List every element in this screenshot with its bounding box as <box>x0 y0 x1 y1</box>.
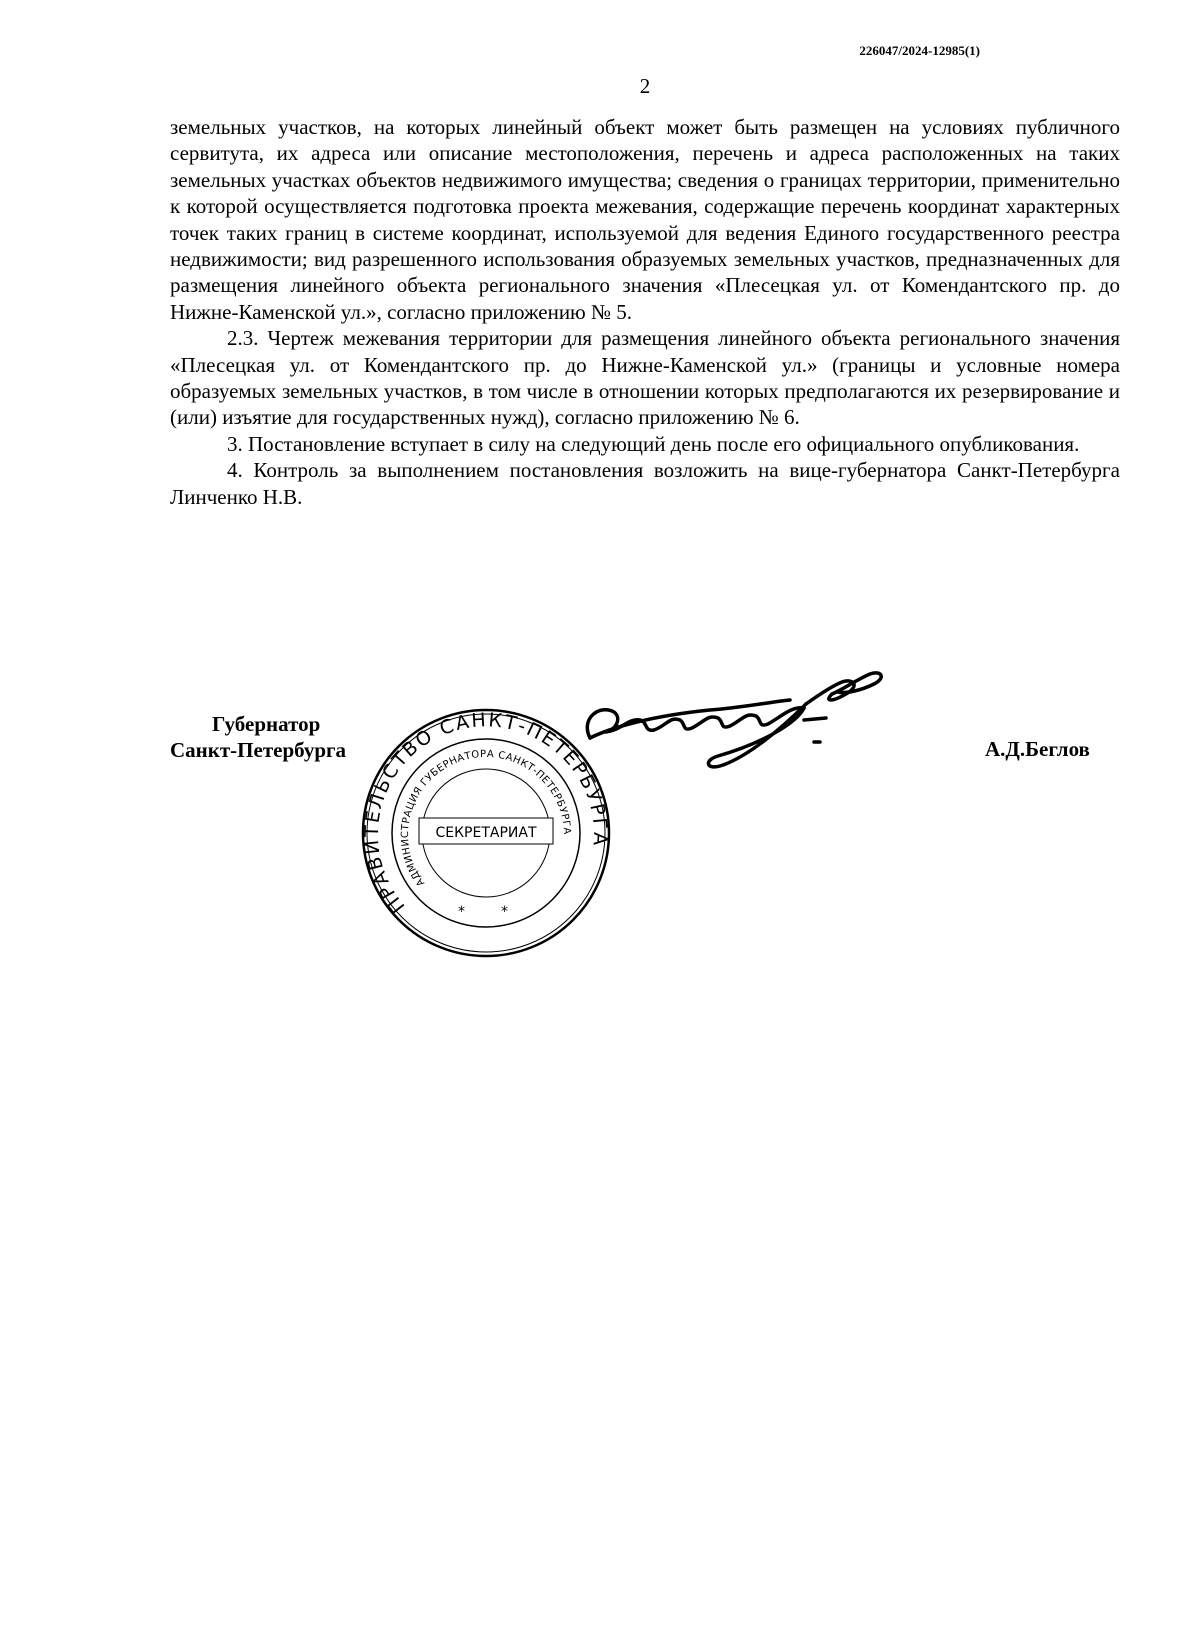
svg-text:*: * <box>458 904 465 920</box>
paragraph-3: 3. Постановление вступает в силу на следующий день после его официального опубликования. <box>227 431 1080 456</box>
paragraph-4: 4. Контроль за выполнением постановления возложить на вице-губернатора Санкт-Петербурга Линченко Н.В. <box>170 458 1120 509</box>
seal-inner-text: АДМИНИСТРАЦИЯ ГУБЕРНАТОРА САНКТ-ПЕТЕРБУРГА <box>399 748 573 889</box>
signer-position-line1: Губернатор <box>212 712 321 736</box>
paragraph-continuation: земельных участков, на которых линейный объект может быть размещен на условиях публичного сервитута, их адреса или описание местоположения, перечень и адреса расположенных на таких земельных участках объектов недвижимого имущества; сведения о границах территории, применительно к которой осуществляется подготовка проекта межевания, содержащие перечень координат характерных точек таких границ в системе координат, используемой для ведения Единого государственного реестра недвижимости; вид разрешенного использования образуемых земельных участков, предназначенных для размещения линейного объекта регионального значения «Плесецкая ул. от Комендантского пр. до Нижне-Каменской ул.», согласно приложению № 5. <box>170 115 1120 324</box>
svg-text:*: * <box>501 904 508 920</box>
page-number: 2 <box>639 74 651 98</box>
signer-name: А.Д.Беглов <box>985 737 1090 761</box>
document-body <box>170 114 1120 510</box>
document-number: 226047/2024-12985(1) <box>859 43 980 58</box>
paragraph-2-3: 2.3. Чертеж межевания территории для размещения линейного объекта регионального значения «Плесецкая ул. от Комендантского пр. до Нижне-Каменской ул.» (границы и условные номера образуемых земельных участков, в том числе в отношении которых предполагаются их резервирование и (или) изъятие для государственных нужд), согласно приложению № 6. <box>170 326 1120 430</box>
signer-position-line2: Санкт-Петербурга <box>170 738 347 762</box>
handwritten-signature <box>570 660 910 780</box>
seal-center-text: СЕКРЕТАРИАТ <box>435 825 537 841</box>
seal-outer-text: ПРАВИТЕЛЬСТВО САНКТ-ПЕТЕРБУРГА <box>361 709 611 918</box>
